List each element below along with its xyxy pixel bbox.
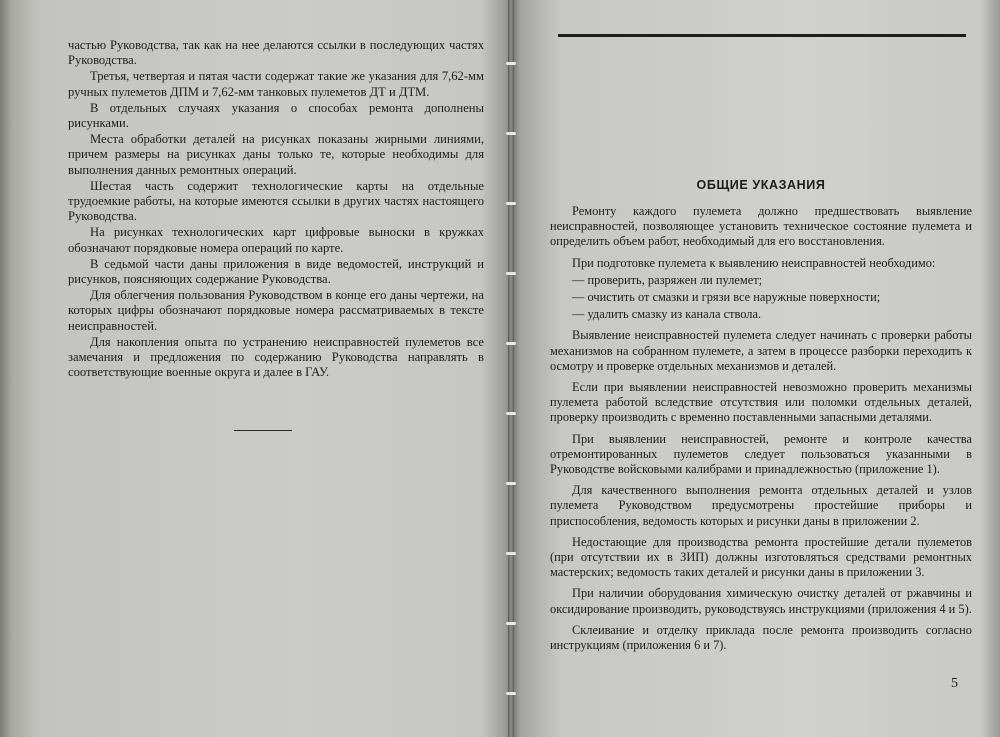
paragraph: Ремонту каждого пулемета должно предшествовать выявление неисправностей, позволяющее установить техническое состояние пулемета и определить объем работ, необходимый для его восстановления. — [550, 204, 972, 249]
paragraph: Шестая часть содержит технологические карты на отдельные трудоемкие работы, на которые имеются ссылки в других частях настоящего Руководства. — [68, 178, 484, 224]
paragraph: В отдельных случаях указания о способах ремонта дополнены рисунками. — [68, 100, 484, 131]
paragraph: Третья, четвертая и пятая части содержат такие же указания для 7,62-мм ручных пулеметов ДПМ и 7,62-мм танковых пулеметов ДТ и ДТМ. — [68, 69, 484, 99]
checklist-item: — очистить от смазки и грязи все наружные поверхности; — [550, 290, 972, 305]
paragraph: При подготовке пулемета к выявлению неисправностей необходимо: — [572, 255, 936, 270]
paragraph: Недостающие для производства ремонта простейшие детали пулеметов (при отсутствии их в ЗИП) должны изготовляться средствами ремонтных мастерских; ведомость таких деталей и рисунки даны в приложении 3. — [550, 534, 972, 580]
page-number: 5 — [951, 676, 958, 691]
paragraph: При наличии оборудования химическую очистку деталей от ржавчины и оксидирование производить, руководствуясь инструкциями (приложения 4 и 5). — [550, 586, 972, 616]
paragraph: Если при выявлении неисправностей невозможно проверить механизмы пулемета работой вследствие отсутствия или поломки отдельных деталей, проверку производить с временно поставленными запасными деталями. — [550, 380, 972, 425]
paragraph: При выявлении неисправностей, ремонте и контроле качества отремонтированных пулеметов следует пользоваться указанными в Руководстве войсковыми калибрами и принадлежностью (приложение 1). — [550, 431, 972, 477]
paragraph: частью Руководства, так как на нее делаются ссылки в последующих частях Руководства. — [68, 38, 484, 68]
paragraph: Для накопления опыта по устранению неисправностей пулеметов все замечания и предложения по содержанию Руководства направлять в соответствующие военные округа и далее в ГАУ. — [68, 334, 484, 380]
section-end-rule — [234, 430, 292, 431]
checklist-item: — проверить, разряжен ли пулемет; — [550, 273, 972, 288]
paragraph: Склеивание и отделку приклада после ремонта производить согласно инструкциям (приложения 6 и 7). — [550, 622, 972, 653]
paragraph: Для качественного выполнения ремонта отдельных деталей и узлов пулемета Руководством предусмотрены простейшие приборы и приспособления, ведомость которых и рисунки даны в приложении 2. — [550, 483, 972, 528]
paragraph: На рисунках технологических карт цифровые выноски в кружках обозначают порядковые номера операций по карте. — [68, 225, 484, 255]
checklist-item: — удалить смазку из канала ствола. — [550, 307, 972, 322]
paragraph: Для облегчения пользования Руководством в конце его даны чертежи, на которых цифры обозначают порядковые номера рассматриваемых в тексте неисправностей. — [68, 288, 484, 333]
right-page — [512, 0, 1000, 737]
section-heading: ОБЩИЕ УКАЗАНИЯ — [696, 178, 826, 192]
paragraph: Места обработки деталей на рисунках показаны жирными линиями, причем размеры на рисунках даны только те, которые необходимы для выполнения данных ремонтных операций. — [68, 132, 484, 177]
header-rule — [558, 34, 966, 37]
paragraph: Выявление неисправностей пулемета следует начинать с проверки работы механизмов на собранном пулемете, а затем в процессе разборки переходить к осмотру и проверке отдельных механизмов и деталей. — [550, 328, 972, 373]
paragraph: В седьмой части даны приложения в виде ведомостей, инструкций и рисунков, поясняющих содержание Руководства. — [68, 256, 484, 287]
